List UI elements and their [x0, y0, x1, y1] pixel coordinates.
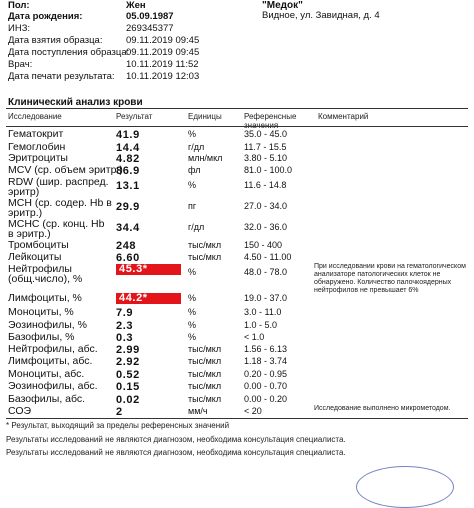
- table-row: [6, 381, 468, 393]
- test-name: Эозинофилы, %: [8, 319, 87, 331]
- patient-row: [8, 47, 199, 58]
- reference-range: 1.0 - 5.0: [244, 320, 278, 330]
- result-value: 7.9: [116, 307, 134, 319]
- test-name: Лимфоциты, абс.: [8, 355, 93, 367]
- section-title: Клинический анализ крови: [8, 97, 143, 108]
- patient-field-value: 269345377: [126, 23, 174, 34]
- result-unit: тыс/мкл: [188, 240, 222, 250]
- result-unit: %: [188, 332, 197, 342]
- result-unit: тыс/мкл: [188, 381, 222, 391]
- clinic-name: "Медок": [262, 0, 303, 11]
- col-header-ref: Референсные значения: [244, 112, 297, 130]
- result-value: 6.60: [116, 252, 140, 264]
- result-value: 0.15: [116, 381, 140, 393]
- reference-range: < 20: [244, 406, 262, 416]
- reference-range: 1.56 - 6.13: [244, 344, 288, 354]
- result-value: 29.9: [116, 201, 140, 213]
- test-name: Нейтрофилы (общ.число), %: [8, 263, 83, 285]
- result-value: 0.3: [116, 332, 134, 344]
- result-unit: тыс/мкл: [188, 356, 222, 366]
- table-header-rule: [6, 126, 468, 127]
- patient-field-value: 10.11.2019 11:52: [126, 59, 199, 70]
- result-unit: %: [188, 129, 197, 139]
- reference-range: 3.80 - 5.10: [244, 153, 288, 163]
- test-name: Эозинофилы, абс.: [8, 380, 98, 392]
- patient-field-label: Дата взятия образца:: [8, 35, 103, 46]
- result-unit: %: [188, 307, 197, 317]
- result-unit: пг: [188, 201, 197, 211]
- result-comment: При исследовании крови на гематологическом анализаторе патологических клеток не обнаружено. Количество палочкоядерных нейтрофилов не превышает 6%: [314, 263, 466, 294]
- result-value: 2.99: [116, 344, 140, 356]
- patient-field-value: 05.09.1987: [126, 11, 174, 22]
- result-value: 14.4: [116, 142, 140, 154]
- result-value: 0.52: [116, 369, 140, 381]
- reference-range: 32.0 - 36.0: [244, 222, 288, 232]
- table-row: [6, 240, 468, 252]
- result-value: 2: [116, 406, 123, 418]
- table-row: [6, 406, 468, 418]
- test-name: Лимфоциты, %: [8, 292, 82, 304]
- reference-range: 3.0 - 11.0: [244, 307, 282, 317]
- test-name: MCHC (ср. конц. Hb в эритр.): [8, 218, 105, 240]
- result-unit: тыс/мкл: [188, 369, 222, 379]
- result-value: 41.9: [116, 129, 140, 141]
- result-value: 13.1: [116, 180, 140, 192]
- table-row: [6, 264, 468, 292]
- reference-range: 11.6 - 14.8: [244, 180, 287, 190]
- col-header-unit: Единицы: [188, 112, 222, 121]
- test-name: Эритроциты: [8, 152, 68, 164]
- result-unit: тыс/мкл: [188, 394, 222, 404]
- test-name: Моноциты, абс.: [8, 368, 85, 380]
- table-row: [6, 219, 468, 239]
- reference-range: 4.50 - 11.00: [244, 252, 292, 262]
- patient-field-value: 10.11.2019 12:03: [126, 71, 200, 82]
- patient-field-value: Жен: [126, 0, 146, 11]
- result-value: 86.9: [116, 165, 140, 177]
- table-bottom-rule: [6, 418, 468, 419]
- result-value: 2.92: [116, 356, 140, 368]
- test-name: Базофилы, %: [8, 331, 75, 343]
- table-row: [6, 307, 468, 319]
- disclaimer-1: Результаты исследований не являются диагнозом, необходима консультация специалиста.: [6, 435, 346, 444]
- patient-row: [8, 11, 174, 22]
- reference-range: 0.00 - 0.20: [244, 394, 288, 404]
- patient-field-label: Дата печати результата:: [8, 71, 115, 82]
- result-unit: млн/мкл: [188, 153, 223, 163]
- reference-range: 150 - 400: [244, 240, 283, 250]
- table-top-rule: [6, 108, 468, 109]
- reference-range: 19.0 - 37.0: [244, 293, 288, 303]
- reference-range: 81.0 - 100.0: [244, 165, 293, 175]
- patient-field-label: Дата поступления образца:: [8, 47, 130, 58]
- test-name: Тромбоциты: [8, 239, 69, 251]
- patient-row: [8, 71, 199, 82]
- patient-field-label: ИНЗ:: [8, 23, 31, 34]
- result-unit: тыс/мкл: [188, 252, 222, 262]
- result-unit: %: [188, 293, 197, 303]
- result-unit: мм/ч: [188, 406, 208, 416]
- patient-field-label: Пол:: [8, 0, 30, 11]
- result-unit: фл: [188, 165, 201, 175]
- result-value-flagged: 45.3*: [116, 264, 181, 275]
- result-value: 248: [116, 240, 137, 252]
- reference-range: 0.20 - 0.95: [244, 369, 288, 379]
- patient-row: [8, 35, 199, 46]
- disclaimer-2: Результаты исследований не являются диагнозом, необходима консультация специалиста.: [6, 448, 346, 457]
- col-header-name: Исследование: [8, 112, 62, 121]
- lab-stamp: [356, 466, 454, 508]
- test-name: Нейтрофилы, абс.: [8, 343, 98, 355]
- reference-range: 48.0 - 78.0: [244, 267, 288, 277]
- reference-range: 11.7 - 15.5: [244, 142, 287, 152]
- clinic-address: Видное, ул. Завидная, д. 4: [262, 10, 380, 21]
- patient-row: [8, 0, 146, 11]
- patient-row: [8, 23, 174, 34]
- test-name: Базофилы, абс.: [8, 393, 86, 405]
- test-name: MCV (ср. объем эритр.): [8, 164, 123, 176]
- patient-row: [8, 59, 199, 70]
- test-name: СОЭ: [8, 405, 32, 417]
- test-name: Моноциты, %: [8, 306, 74, 318]
- col-header-result: Результат: [116, 112, 153, 121]
- reference-range: 1.18 - 3.74: [244, 356, 288, 366]
- reference-range: 35.0 - 45.0: [244, 129, 288, 139]
- result-value: 34.4: [116, 222, 140, 234]
- result-value-flagged: 44.2*: [116, 293, 181, 304]
- test-name: MCH (ср. содер. Hb в эритр.): [8, 197, 112, 219]
- table-row: [6, 293, 468, 305]
- table-row: [6, 320, 468, 332]
- table-row: [6, 129, 468, 142]
- col-header-comment: Комментарий: [318, 112, 369, 121]
- result-unit: тыс/мкл: [188, 344, 222, 354]
- patient-field-value: 09.11.2019 09:45: [126, 47, 200, 58]
- result-unit: %: [188, 320, 197, 330]
- patient-field-label: Врач:: [8, 59, 33, 70]
- test-name: RDW (шир. распред. эритр): [8, 176, 109, 198]
- patient-field-value: 09.11.2019 09:45: [126, 35, 200, 46]
- test-name: Гемоглобин: [8, 141, 66, 153]
- patient-field-label: Дата рождения:: [8, 11, 83, 22]
- table-row: [6, 198, 468, 218]
- reference-range: 27.0 - 34.0: [244, 201, 288, 211]
- result-value: 4.82: [116, 153, 140, 165]
- reference-range: 0.00 - 0.70: [244, 381, 288, 391]
- result-unit: г/дл: [188, 142, 205, 152]
- result-comment: Исследование выполнено микрометодом.: [314, 405, 451, 412]
- test-name: Лейкоциты: [8, 251, 62, 263]
- result-value: 0.02: [116, 394, 140, 406]
- table-row: [6, 356, 468, 368]
- result-unit: г/дл: [188, 222, 205, 232]
- footnote-asterisk: * Результат, выходящий за пределы референсных значений: [6, 421, 230, 430]
- reference-range: < 1.0: [244, 332, 265, 342]
- result-value: 2.3: [116, 320, 134, 332]
- table-row: [6, 177, 468, 197]
- result-unit: %: [188, 267, 197, 277]
- result-unit: %: [188, 180, 197, 190]
- test-name: Гематокрит: [8, 128, 64, 140]
